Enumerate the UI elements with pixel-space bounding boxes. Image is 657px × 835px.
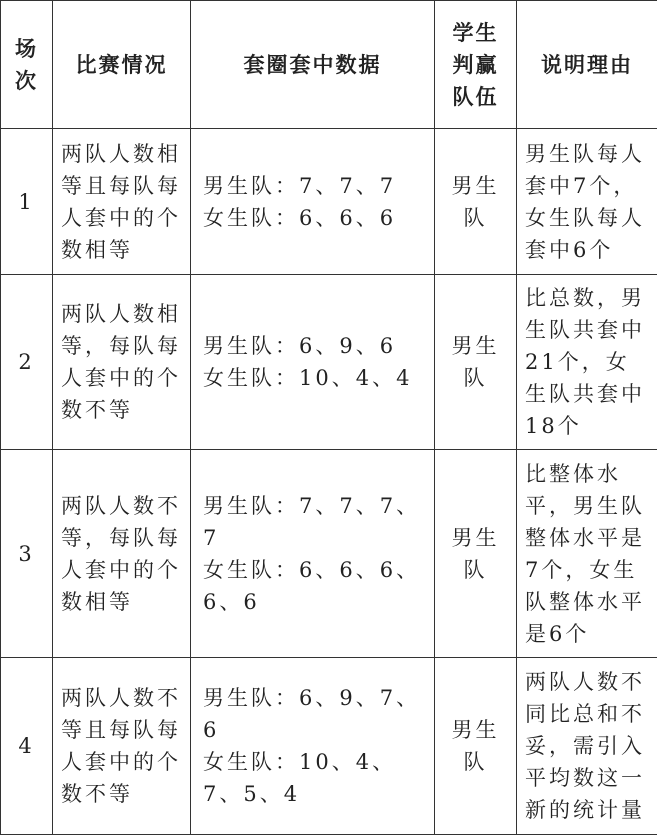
- girls-data: 女生队：6、6、6、6、6: [203, 554, 426, 618]
- boys-data: 男生队：7、7、7: [203, 170, 426, 202]
- round-number: 2: [1, 275, 53, 450]
- situation-cell: 两队人数相等且每队每人套中的个数相等: [53, 129, 191, 275]
- reason-cell: 男生队每人套中7个，女生队每人套中6个: [517, 129, 657, 275]
- winner-cell: 男生队: [435, 658, 517, 835]
- boys-data: 男生队：7、7、7、7: [203, 490, 426, 554]
- data-cell: [191, 129, 435, 275]
- table-row: [1, 275, 657, 450]
- situation-cell: 两队人数不等且每队每人套中的个数不等: [53, 658, 191, 835]
- reason-cell: 比整体水平，男生队整体水平是7个，女生队整体水平是6个: [517, 450, 657, 658]
- data-cell: [191, 450, 435, 658]
- round-number: 3: [1, 450, 53, 658]
- header-round: 场次: [1, 1, 53, 129]
- situation-cell: 两队人数相等，每队每人套中的个数不等: [53, 275, 191, 450]
- winner-cell: 男生队: [435, 275, 517, 450]
- table-row: [1, 450, 657, 658]
- header-reason: 说明理由: [517, 1, 657, 129]
- data-cell: [191, 658, 435, 835]
- girls-data: 女生队：10、4、7、5、4: [203, 746, 426, 810]
- winner-cell: 男生队: [435, 450, 517, 658]
- situation-cell: 两队人数不等，每队每人套中的个数相等: [53, 450, 191, 658]
- reason-cell: 比总数，男生队共套中21个，女生队共套中18个: [517, 275, 657, 450]
- header-situation: 比赛情况: [53, 1, 191, 129]
- round-number: 1: [1, 129, 53, 275]
- reason-cell: 两队人数不同比总和不妥，需引入平均数这一新的统计量: [517, 658, 657, 835]
- winner-cell: 男生队: [435, 129, 517, 275]
- round-number: 4: [1, 658, 53, 835]
- header-row: [1, 1, 657, 129]
- table-row: [1, 658, 657, 835]
- header-winner: 学生判赢队伍: [435, 1, 517, 129]
- header-data: 套圈套中数据: [191, 1, 435, 129]
- boys-data: 男生队：6、9、7、6: [203, 682, 426, 746]
- data-cell: [191, 275, 435, 450]
- girls-data: 女生队：10、4、4: [203, 362, 426, 394]
- girls-data: 女生队：6、6、6: [203, 202, 426, 234]
- table-row: [1, 129, 657, 275]
- boys-data: 男生队：6、9、6: [203, 330, 426, 362]
